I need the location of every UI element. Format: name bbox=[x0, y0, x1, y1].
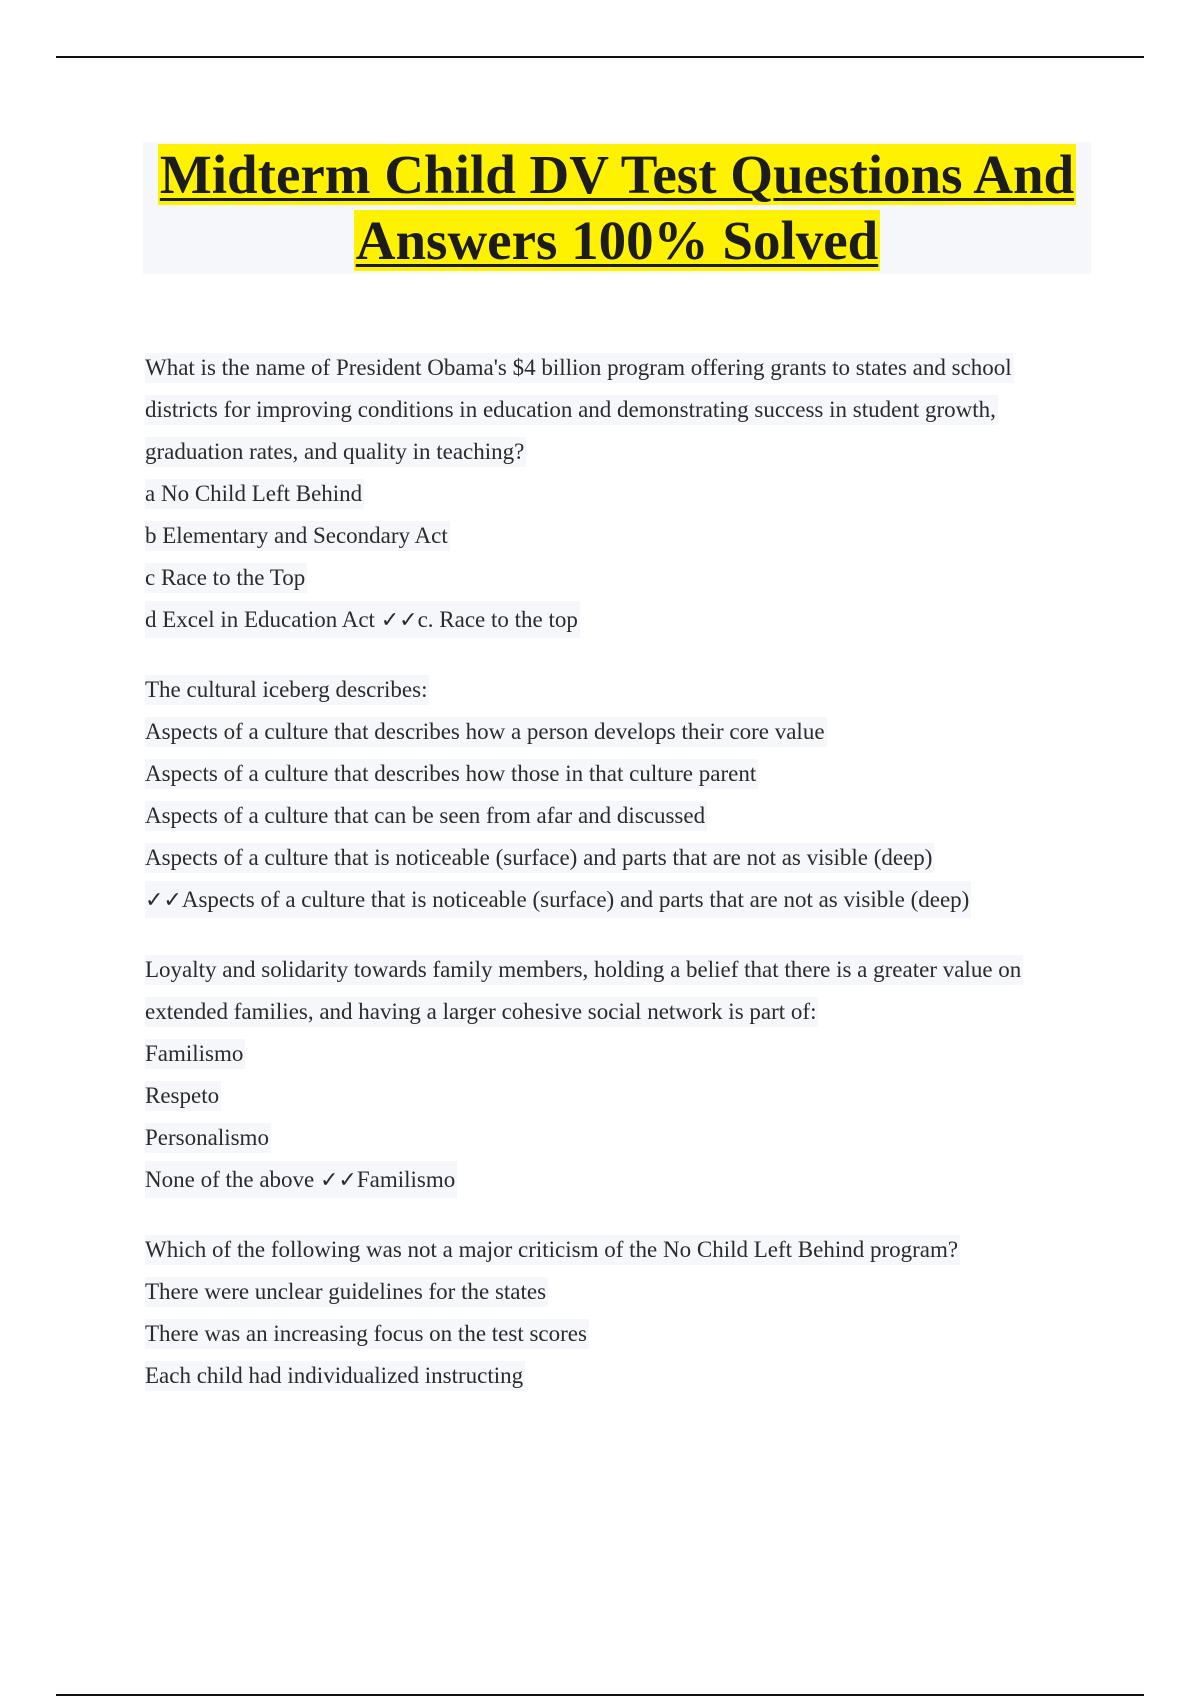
double-check-icon: ✓✓ bbox=[320, 1168, 357, 1193]
answer-solution bbox=[145, 887, 1075, 913]
title-line-2: Answers 100% Solved bbox=[355, 210, 879, 271]
question-stem-line: extended families, and having a larger cohesive social network is part of: bbox=[145, 999, 1075, 1025]
answer-option: There were unclear guidelines for the states bbox=[145, 1279, 1075, 1305]
answer-option-with-solution bbox=[145, 1167, 1075, 1193]
answer-option-text: None of the above bbox=[145, 1167, 320, 1192]
title-block bbox=[143, 142, 1091, 274]
question-block bbox=[145, 355, 1075, 633]
answer-option: Aspects of a culture that can be seen from afar and discussed bbox=[145, 803, 1075, 829]
answer-option: There was an increasing focus on the test scores bbox=[145, 1321, 1075, 1347]
answer-option: Familismo bbox=[145, 1041, 1075, 1067]
question-list bbox=[145, 355, 1075, 1433]
answer-option: Aspects of a culture that describes how those in that culture parent bbox=[145, 761, 1075, 787]
correct-answer: c. Race to the top bbox=[417, 607, 578, 632]
answer-option: Each child had individualized instructing bbox=[145, 1363, 1075, 1389]
correct-answer: Aspects of a culture that is noticeable (surface) and parts that are not as visible (deep) bbox=[181, 887, 970, 912]
answer-option-text: d Excel in Education Act bbox=[145, 607, 381, 632]
question-stem-line: The cultural iceberg describes: bbox=[145, 677, 1075, 703]
document-title bbox=[143, 142, 1091, 274]
answer-option: a No Child Left Behind bbox=[145, 481, 1075, 507]
question-stem-line: Which of the following was not a major criticism of the No Child Left Behind program? bbox=[145, 1237, 1075, 1263]
answer-option: Aspects of a culture that describes how a person develops their core value bbox=[145, 719, 1075, 745]
question-block bbox=[145, 1237, 1075, 1389]
answer-option: Personalismo bbox=[145, 1125, 1075, 1151]
question-stem-line: districts for improving conditions in education and demonstrating success in student growth, bbox=[145, 397, 1075, 423]
double-check-icon: ✓✓ bbox=[145, 888, 182, 913]
answer-option: b Elementary and Secondary Act bbox=[145, 523, 1075, 549]
answer-option: c Race to the Top bbox=[145, 565, 1075, 591]
question-block bbox=[145, 677, 1075, 913]
bottom-rule bbox=[56, 1694, 1144, 1696]
question-stem-line: What is the name of President Obama's $4 billion program offering grants to states and school bbox=[145, 355, 1075, 381]
question-stem-line: Loyalty and solidarity towards family members, holding a belief that there is a greater value on bbox=[145, 957, 1075, 983]
question-block bbox=[145, 957, 1075, 1193]
answer-option-with-solution bbox=[145, 607, 1075, 633]
top-rule bbox=[56, 56, 1144, 58]
answer-option: Aspects of a culture that is noticeable (surface) and parts that are not as visible (deep) bbox=[145, 845, 1075, 871]
answer-option: Respeto bbox=[145, 1083, 1075, 1109]
question-stem-line: graduation rates, and quality in teaching? bbox=[145, 439, 1075, 465]
double-check-icon: ✓✓ bbox=[380, 608, 418, 633]
title-line-1: Midterm Child DV Test Questions And bbox=[159, 144, 1075, 205]
correct-answer: Familismo bbox=[356, 1167, 456, 1192]
